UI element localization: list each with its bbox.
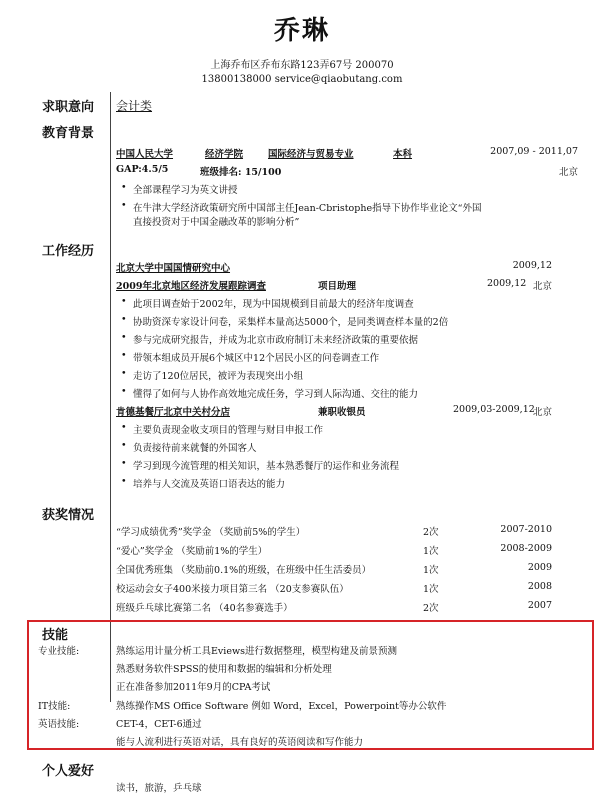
skills-label-english: 英语技能: [38, 719, 80, 730]
award-name: “学习成绩优秀”奖学金 （奖励前5%的学生） [116, 527, 306, 538]
work-role1-city: 北京 [533, 281, 553, 292]
section-title-objective: 求职意向 [42, 100, 95, 115]
award-year: 2007 [527, 600, 552, 611]
edu-school: 中国人民大学 [116, 149, 174, 160]
work-role2-city: 北京 [533, 407, 553, 418]
edu-gpa: GAP:4.5/5 [116, 164, 169, 175]
work-bullet: • 培养与人交流及英语口语表达的能力 [133, 476, 285, 490]
work-bullet: • 协助资深专家设计问卷，采集样本量高达5000个，是同类调查样本量的2倍 [133, 314, 448, 328]
work-bullet: • 懂得了如何与人协作高效地完成任务，学习到人际沟通、交往的能力 [133, 386, 418, 400]
award-name: 校运动会女子400米接力项目第三名 （20支参赛队伍） [116, 584, 349, 595]
edu-period: 2007,09 - 2011,07 [490, 146, 578, 157]
work-role1-date: 2009,12 [487, 278, 527, 289]
work-project: 2009年北京地区经济发展跟踪调查 [116, 281, 266, 292]
hobbies-value: 读书，旅游，乒乓球 [116, 783, 202, 794]
section-title-hobbies: 个人爱好 [42, 764, 95, 779]
work-org1-date: 2009,12 [512, 260, 552, 271]
work-bullet: • 主要负责现金收支项目的管理与财目申报工作 [133, 422, 323, 436]
section-title-education: 教育背景 [42, 126, 95, 141]
section-title-work: 工作经历 [42, 244, 95, 259]
skill-line: 熟练操作MS Office Software 例如 Word，Excel，Powerpoint等办公软件 [116, 701, 447, 712]
edu-rank: 班级排名: 15/100 [200, 167, 282, 178]
award-name: “爱心”奖学金 （奖励前1%的学生） [116, 546, 268, 557]
edu-bullet: • 在牛津大学经济政策研究所中国部主任Jean-Cbristophe指导下协作毕业论文“外国 [133, 200, 481, 214]
edu-major: 国际经济与贸易专业 [268, 149, 354, 160]
section-title-awards: 获奖情况 [42, 508, 95, 523]
skill-line: 熟悉财务软件SPSS的使用和数据的编辑和分析处理 [116, 664, 332, 675]
award-count: 1次 [423, 584, 439, 595]
work-bullet: • 参与完成研究报告，并成为北京市政府制订未来经济政策的重要依据 [133, 332, 418, 346]
award-name: 班级乒乓球比赛第二名 （40名参赛选手） [116, 603, 293, 614]
award-count: 1次 [423, 546, 439, 557]
work-role1: 项目助理 [318, 281, 357, 292]
work-org1: 北京大学中国国情研究中心 [116, 263, 231, 274]
edu-college: 经济学院 [205, 149, 244, 160]
work-bullet: • 此项目调查始于2002年，现为中国规模到目前最大的经济年度调查 [133, 296, 414, 310]
work-bullet: • 学习到现今流管理的相关知识，基本熟悉餐厅的运作和业务流程 [133, 458, 399, 472]
work-bullet: • 走访了120位居民，被评为表现突出小组 [133, 368, 303, 382]
objective-value: 会计类 [116, 99, 153, 113]
award-year: 2009 [527, 562, 552, 573]
skills-label-professional: 专业技能: [38, 646, 80, 657]
contact-line: 13800138000 service@qiaobutang.com [201, 74, 403, 85]
work-bullet: • 负责接待前来就餐的外国客人 [133, 440, 257, 454]
skill-line: 熟练运用计量分析工具Eviews进行数据整理，模型构建及前景预测 [116, 646, 397, 657]
address-line: 上海乔布区乔布东路123弄67号 200070 [210, 60, 394, 71]
award-count: 2次 [423, 603, 439, 614]
award-year: 2008-2009 [500, 543, 552, 554]
work-bullet: • 带领本组成员开展6个城区中12个居民小区的问卷调查工作 [133, 350, 379, 364]
edu-bullet-cont: 直接投资对于中国金融改革的影响分析” [133, 217, 300, 228]
award-name: 全国优秀班集 （奖励前0.1%的班级，在班级中任生活委员） [116, 565, 372, 576]
skills-highlight-box [27, 620, 594, 750]
award-count: 2次 [423, 527, 439, 538]
section-divider-line [110, 92, 111, 702]
skills-label-it: IT技能: [38, 701, 71, 712]
award-year: 2008 [527, 581, 552, 592]
award-year: 2007-2010 [500, 524, 552, 535]
resume-name: 乔琳 [273, 16, 330, 46]
skill-line: CET-4，CET-6通过 [116, 719, 202, 730]
skill-line: 能与人流利进行英语对话，具有良好的英语阅读和写作能力 [116, 737, 364, 748]
work-role2: 兼职收银员 [318, 407, 366, 418]
work-role2-date: 2009,03-2009,12 [453, 404, 535, 415]
edu-degree: 本科 [393, 149, 413, 160]
award-count: 1次 [423, 565, 439, 576]
edu-city: 北京 [558, 167, 578, 178]
work-org2: 肯德基餐厅北京中关村分店 [116, 407, 231, 418]
edu-bullet: • 全部课程学习为英文讲授 [133, 182, 238, 196]
section-title-skills: 技能 [42, 628, 69, 643]
skill-line: 正在准备参加2011年9月的CPA考试 [116, 682, 271, 693]
